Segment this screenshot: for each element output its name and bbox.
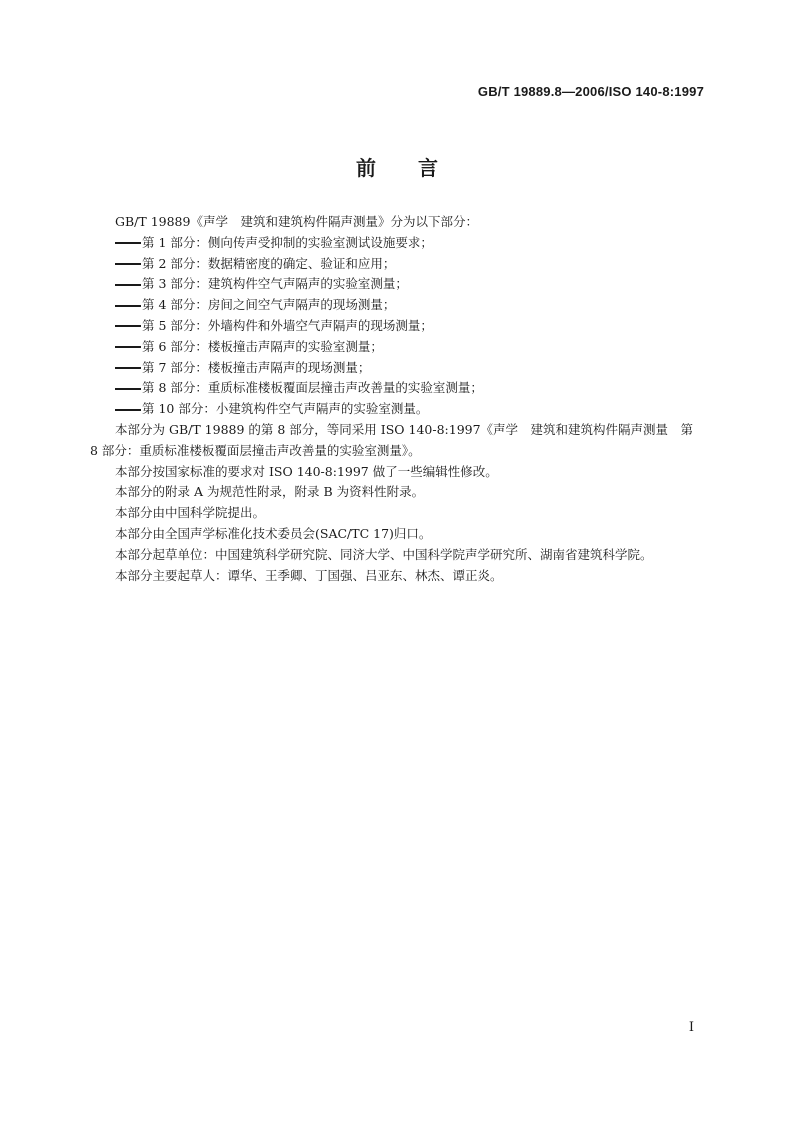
dash-mark <box>115 242 141 244</box>
dash-mark <box>115 346 141 348</box>
intro-paragraph: GB/T 19889《声学 建筑和建筑构件隔声测量》分为以下部分： <box>115 214 478 229</box>
list-item: 第 3 部分：建筑构件空气声隔声的实验室测量； <box>90 274 704 295</box>
dash-mark <box>115 284 141 286</box>
list-item: 第 7 部分：楼板撞击声隔声的现场测量； <box>90 358 704 379</box>
list-item: 第 2 部分：数据精密度的确定、验证和应用； <box>90 254 704 275</box>
committee-paragraph: 本部分由全国声学标准化技术委员会(SAC/TC 17)归口。 <box>115 525 432 541</box>
annex-paragraph: 本部分的附录 A 为规范性附录，附录 B 为资料性附录。 <box>115 484 425 500</box>
drafters-paragraph: 本部分主要起草人：谭华、王季卿、丁国强、吕亚东、林杰、谭正炎。 <box>115 567 503 583</box>
list-item: 第 5 部分：外墙构件和外墙空气声隔声的现场测量； <box>90 316 704 337</box>
list-item: 第 4 部分：房间之间空气声隔声的现场测量； <box>90 295 704 316</box>
editorial-paragraph: 本部分按国家标准的要求对 ISO 140-8:1997 做了一些编辑性修改。 <box>115 463 498 479</box>
list-item: 第 6 部分：楼板撞击声隔声的实验室测量； <box>90 337 704 358</box>
dash-mark <box>115 367 141 369</box>
dash-mark <box>115 263 141 265</box>
page-number: I <box>688 1020 694 1035</box>
parts-list <box>90 233 704 420</box>
adoption-paragraph: 本部分为 GB/T 19889 的第 8 部分，等同采用 ISO 140-8:1997《声学 建筑和建筑构件隔声测量 第 8 部分：重质标准楼板覆面层撞击声改善量的实验室测量》。 <box>90 421 694 458</box>
list-item: 第 1 部分：侧向传声受抑制的实验室测试设施要求； <box>90 233 704 254</box>
list-item: 第 10 部分：小建筑构件空气声隔声的实验室测量。 <box>90 399 704 420</box>
dash-mark <box>115 305 141 307</box>
proposer-paragraph: 本部分由中国科学院提出。 <box>115 505 266 521</box>
dash-mark <box>115 325 141 327</box>
foreword-body <box>90 212 704 586</box>
drafting-units-paragraph: 本部分起草单位：中国建筑科学研究院、同济大学、中国科学院声学研究所、湖南省建筑科学院。 <box>115 546 653 562</box>
dash-mark <box>115 409 141 411</box>
dash-mark <box>115 388 141 390</box>
page-title: 前言 <box>356 156 480 180</box>
standard-code: GB/T 19889.8—2006/ISO 140-8:1997 <box>477 84 704 99</box>
list-item: 第 8 部分：重质标准楼板覆面层撞击声改善量的实验室测量； <box>90 378 704 399</box>
